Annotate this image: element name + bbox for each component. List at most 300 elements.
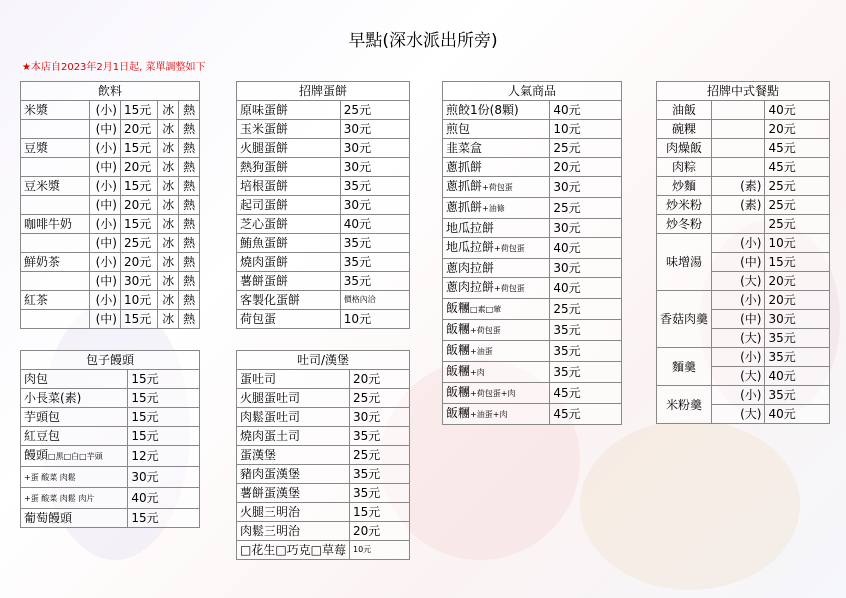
chinese-price: 40元 bbox=[765, 101, 830, 120]
drink-name bbox=[21, 272, 90, 291]
popular-table bbox=[442, 81, 622, 425]
pancake-name-cell bbox=[237, 291, 341, 310]
chinese-size: (大) bbox=[712, 272, 765, 291]
popular-row bbox=[443, 404, 622, 425]
bun-row bbox=[21, 467, 200, 488]
bun-price: 15元 bbox=[128, 370, 200, 389]
popular-name-cell bbox=[443, 383, 550, 404]
drink-size: (中) bbox=[90, 120, 121, 139]
toast-price: 35元 bbox=[350, 465, 410, 484]
pancake-price: 35元 bbox=[340, 177, 409, 196]
drink-row bbox=[21, 196, 200, 215]
popular-addon: +油蛋+肉 bbox=[470, 410, 508, 419]
pancake-name-cell bbox=[237, 120, 341, 139]
chinese-price: 20元 bbox=[765, 291, 830, 310]
pancake-name: 火腿蛋餅 bbox=[240, 141, 289, 155]
toast-row bbox=[237, 541, 410, 560]
drink-size: (小) bbox=[90, 253, 121, 272]
popular-name-cell bbox=[443, 278, 550, 299]
drink-name bbox=[21, 310, 90, 329]
popular-name-cell bbox=[443, 404, 550, 425]
drink-name bbox=[21, 158, 90, 177]
toast-price: 20元 bbox=[350, 370, 410, 389]
chinese-price: 25元 bbox=[765, 196, 830, 215]
toast-name: 蛋漢堡 bbox=[240, 448, 277, 462]
pancake-name: 薯餅蛋餅 bbox=[240, 274, 289, 288]
popular-row bbox=[443, 299, 622, 320]
decor-circle bbox=[580, 420, 800, 590]
pancake-price: 35元 bbox=[340, 234, 409, 253]
popular-row bbox=[443, 198, 622, 219]
pancake-name: 原味蛋餅 bbox=[240, 103, 289, 117]
popular-name: 飯糰 bbox=[446, 406, 471, 420]
pancake-price: 35元 bbox=[340, 272, 409, 291]
toast-price: 20元 bbox=[350, 522, 410, 541]
pancake-row bbox=[237, 215, 410, 234]
popular-price: 30元 bbox=[550, 177, 622, 198]
drink-row bbox=[21, 158, 200, 177]
drink-row bbox=[21, 234, 200, 253]
popular-addon: □素□葷 bbox=[470, 305, 502, 314]
popular-name-cell bbox=[443, 219, 550, 238]
toast-row bbox=[237, 465, 410, 484]
chinese-size: (小) bbox=[712, 348, 765, 367]
toast-name-cell bbox=[237, 503, 350, 522]
drink-hot: 熱 bbox=[179, 291, 200, 310]
popular-row bbox=[443, 139, 622, 158]
popular-name-cell bbox=[443, 177, 550, 198]
pancake-row bbox=[237, 120, 410, 139]
bun-price: 15元 bbox=[128, 427, 200, 446]
chinese-price: 40元 bbox=[765, 367, 830, 386]
chinese-size: (小) bbox=[712, 386, 765, 405]
toast-name: 蛋吐司 bbox=[240, 372, 277, 386]
pancake-price: 30元 bbox=[340, 158, 409, 177]
toast-price: 15元 bbox=[350, 503, 410, 522]
chinese-name: 炒麵 bbox=[657, 177, 712, 196]
drink-size: (中) bbox=[90, 158, 121, 177]
drink-row bbox=[21, 101, 200, 120]
pancake-row bbox=[237, 234, 410, 253]
chinese-price: 25元 bbox=[765, 215, 830, 234]
chinese-name: 麵羹 bbox=[657, 348, 712, 386]
toast-row bbox=[237, 522, 410, 541]
toast-name: 薯餅蛋漢堡 bbox=[240, 486, 301, 500]
popular-addon: +荷包蛋 bbox=[470, 326, 501, 335]
popular-name-cell bbox=[443, 299, 550, 320]
drink-size: (小) bbox=[90, 177, 121, 196]
pancake-row bbox=[237, 253, 410, 272]
drink-name: 豆漿 bbox=[21, 139, 90, 158]
bun-row bbox=[21, 446, 200, 467]
bun-addon: +蛋 酸菜 肉鬆 bbox=[24, 473, 76, 482]
chinese-tag bbox=[712, 158, 765, 177]
drink-name bbox=[21, 196, 90, 215]
chinese-name: 炒米粉 bbox=[657, 196, 712, 215]
toast-price: 10元 bbox=[350, 541, 410, 560]
drink-hot: 熱 bbox=[179, 272, 200, 291]
drink-ice: 冰 bbox=[158, 215, 179, 234]
toast-name: 豬肉蛋漢堡 bbox=[240, 467, 301, 481]
drink-row bbox=[21, 291, 200, 310]
drink-price: 20元 bbox=[120, 158, 157, 177]
chinese-row bbox=[657, 196, 830, 215]
popular-price: 40元 bbox=[550, 238, 622, 259]
popular-price: 30元 bbox=[550, 219, 622, 238]
bun-price: 40元 bbox=[128, 488, 200, 509]
drink-hot: 熱 bbox=[179, 253, 200, 272]
pancake-price: 35元 bbox=[340, 253, 409, 272]
pancake-price: 30元 bbox=[340, 120, 409, 139]
chinese-row bbox=[657, 215, 830, 234]
drinks-table bbox=[20, 81, 200, 329]
drink-name: 鮮奶茶 bbox=[21, 253, 90, 272]
popular-row bbox=[443, 158, 622, 177]
pancakes-header: 招牌蛋餅 bbox=[237, 82, 410, 101]
toast-name: 火腿三明治 bbox=[240, 505, 301, 519]
drink-ice: 冰 bbox=[158, 139, 179, 158]
pancake-name-cell bbox=[237, 215, 341, 234]
chinese-price: 25元 bbox=[765, 177, 830, 196]
drink-price: 15元 bbox=[120, 177, 157, 196]
popular-name-cell bbox=[443, 362, 550, 383]
toast-price: 25元 bbox=[350, 446, 410, 465]
popular-price: 35元 bbox=[550, 362, 622, 383]
bun-row bbox=[21, 370, 200, 389]
chinese-price: 35元 bbox=[765, 348, 830, 367]
toast-name-cell bbox=[237, 522, 350, 541]
popular-name: 地瓜拉餅 bbox=[446, 240, 495, 254]
pancake-name: 熱狗蛋餅 bbox=[240, 160, 289, 174]
bun-addon: +蛋 酸菜 肉鬆 肉片 bbox=[24, 494, 95, 503]
chinese-row bbox=[657, 158, 830, 177]
popular-name-cell bbox=[443, 158, 550, 177]
drink-ice: 冰 bbox=[158, 101, 179, 120]
bun-name-cell bbox=[21, 488, 128, 509]
drink-size: (小) bbox=[90, 215, 121, 234]
chinese-price: 20元 bbox=[765, 272, 830, 291]
chinese-size: (中) bbox=[712, 253, 765, 272]
popular-name: 煎包 bbox=[446, 122, 471, 136]
popular-name-cell bbox=[443, 198, 550, 219]
toast-header: 吐司/漢堡 bbox=[237, 351, 410, 370]
drink-ice: 冰 bbox=[158, 120, 179, 139]
toast-name-cell bbox=[237, 389, 350, 408]
chinese-size: (小) bbox=[712, 291, 765, 310]
popular-name-cell bbox=[443, 341, 550, 362]
chinese-header: 招牌中式餐點 bbox=[657, 82, 830, 101]
chinese-price: 20元 bbox=[765, 120, 830, 139]
chinese-row bbox=[657, 139, 830, 158]
chinese-tag: (素) bbox=[712, 177, 765, 196]
popular-row bbox=[443, 259, 622, 278]
pancake-name-cell bbox=[237, 310, 341, 329]
popular-addon: +肉 bbox=[470, 368, 485, 377]
chinese-size: (中) bbox=[712, 310, 765, 329]
chinese-name: 炒冬粉 bbox=[657, 215, 712, 234]
buns-header: 包子饅頭 bbox=[21, 351, 200, 370]
pancake-name: 芝心蛋餅 bbox=[240, 217, 289, 231]
drink-row bbox=[21, 177, 200, 196]
toast-row bbox=[237, 389, 410, 408]
popular-price: 25元 bbox=[550, 198, 622, 219]
pancake-name: 鮪魚蛋餅 bbox=[240, 236, 289, 250]
popular-name: 蔥抓餅 bbox=[446, 160, 483, 174]
drink-name: 紅茶 bbox=[21, 291, 90, 310]
pancake-name: 荷包蛋 bbox=[240, 312, 277, 326]
popular-addon: +荷包蛋 bbox=[494, 284, 525, 293]
pancake-name: 客製化蛋餅 bbox=[240, 293, 301, 307]
popular-row bbox=[443, 219, 622, 238]
chinese-row bbox=[657, 234, 830, 253]
pancake-name-cell bbox=[237, 101, 341, 120]
popular-price: 20元 bbox=[550, 158, 622, 177]
chinese-row bbox=[657, 177, 830, 196]
toast-name: 燒肉蛋土司 bbox=[240, 429, 301, 443]
toast-row bbox=[237, 427, 410, 446]
chinese-row bbox=[657, 348, 830, 367]
toast-name: 火腿蛋吐司 bbox=[240, 391, 301, 405]
drink-price: 20元 bbox=[120, 253, 157, 272]
bun-price: 15元 bbox=[128, 509, 200, 528]
bun-row bbox=[21, 509, 200, 528]
drink-row bbox=[21, 139, 200, 158]
notice-text: ★本店自2023年2月1日起, 菜單調整如下 bbox=[22, 62, 206, 73]
drink-row bbox=[21, 310, 200, 329]
drink-hot: 熱 bbox=[179, 158, 200, 177]
pancake-name-cell bbox=[237, 177, 341, 196]
toast-row bbox=[237, 503, 410, 522]
pancake-name-cell bbox=[237, 234, 341, 253]
popular-price: 40元 bbox=[550, 101, 622, 120]
drink-row bbox=[21, 215, 200, 234]
drink-hot: 熱 bbox=[179, 310, 200, 329]
drink-row bbox=[21, 272, 200, 291]
popular-name: 飯糰 bbox=[446, 343, 471, 357]
drink-price: 25元 bbox=[120, 234, 157, 253]
toast-name-cell bbox=[237, 427, 350, 446]
drink-price: 15元 bbox=[120, 215, 157, 234]
popular-row bbox=[443, 101, 622, 120]
popular-name: 煎餃1份(8顆) bbox=[446, 103, 519, 117]
bun-name-cell bbox=[21, 389, 128, 408]
pancake-row bbox=[237, 139, 410, 158]
popular-row bbox=[443, 362, 622, 383]
drink-name bbox=[21, 234, 90, 253]
drink-hot: 熱 bbox=[179, 234, 200, 253]
drinks-header: 飲料 bbox=[21, 82, 200, 101]
drink-size: (中) bbox=[90, 272, 121, 291]
chinese-tag bbox=[712, 120, 765, 139]
chinese-size: (小) bbox=[712, 234, 765, 253]
toast-name-cell bbox=[237, 484, 350, 503]
bun-name: 芋頭包 bbox=[24, 410, 61, 424]
popular-row bbox=[443, 238, 622, 259]
chinese-size: (大) bbox=[712, 405, 765, 424]
drink-ice: 冰 bbox=[158, 196, 179, 215]
toast-price: 35元 bbox=[350, 484, 410, 503]
chinese-tag bbox=[712, 215, 765, 234]
popular-name: 飯糰 bbox=[446, 385, 471, 399]
toast-name-cell bbox=[237, 541, 350, 560]
popular-price: 35元 bbox=[550, 320, 622, 341]
drink-size: (中) bbox=[90, 234, 121, 253]
chinese-name: 碗粿 bbox=[657, 120, 712, 139]
chinese-name: 油飯 bbox=[657, 101, 712, 120]
bun-name-cell bbox=[21, 370, 128, 389]
popular-row bbox=[443, 320, 622, 341]
drink-hot: 熱 bbox=[179, 215, 200, 234]
drink-ice: 冰 bbox=[158, 291, 179, 310]
bun-name-cell bbox=[21, 446, 128, 467]
drink-size: (中) bbox=[90, 310, 121, 329]
bun-price: 30元 bbox=[128, 467, 200, 488]
bun-row bbox=[21, 408, 200, 427]
drink-hot: 熱 bbox=[179, 120, 200, 139]
drink-row bbox=[21, 120, 200, 139]
popular-price: 25元 bbox=[550, 139, 622, 158]
bun-row bbox=[21, 488, 200, 509]
drink-size: (小) bbox=[90, 101, 121, 120]
popular-price: 10元 bbox=[550, 120, 622, 139]
popular-name: 飯糰 bbox=[446, 364, 471, 378]
drink-size: (小) bbox=[90, 291, 121, 310]
bun-price: 12元 bbox=[128, 446, 200, 467]
chinese-tag: (素) bbox=[712, 196, 765, 215]
bun-row bbox=[21, 389, 200, 408]
toast-name-cell bbox=[237, 446, 350, 465]
popular-addon: +荷包蛋 bbox=[482, 183, 513, 192]
toast-table bbox=[236, 350, 410, 560]
chinese-price: 45元 bbox=[765, 158, 830, 177]
popular-name-cell bbox=[443, 139, 550, 158]
bun-name-cell bbox=[21, 467, 128, 488]
popular-name-cell bbox=[443, 120, 550, 139]
bun-addon: □黑□白□芋頭 bbox=[48, 452, 103, 461]
popular-price: 25元 bbox=[550, 299, 622, 320]
drink-hot: 熱 bbox=[179, 101, 200, 120]
chinese-price: 15元 bbox=[765, 253, 830, 272]
chinese-name: 肉燥飯 bbox=[657, 139, 712, 158]
popular-price: 30元 bbox=[550, 259, 622, 278]
popular-price: 35元 bbox=[550, 341, 622, 362]
toast-price: 30元 bbox=[350, 408, 410, 427]
popular-name-cell bbox=[443, 101, 550, 120]
pancake-name: 培根蛋餅 bbox=[240, 179, 289, 193]
drink-size: (中) bbox=[90, 196, 121, 215]
pancake-name: 起司蛋餅 bbox=[240, 198, 289, 212]
toast-price: 25元 bbox=[350, 389, 410, 408]
popular-addon: +油蛋 bbox=[470, 347, 493, 356]
pancake-price: 25元 bbox=[340, 101, 409, 120]
drink-price: 30元 bbox=[120, 272, 157, 291]
pancake-name-cell bbox=[237, 196, 341, 215]
popular-row bbox=[443, 120, 622, 139]
chinese-row bbox=[657, 101, 830, 120]
drink-hot: 熱 bbox=[179, 177, 200, 196]
pancake-price: 價格內洽 bbox=[340, 291, 409, 310]
pancake-name-cell bbox=[237, 139, 341, 158]
popular-name: 地瓜拉餅 bbox=[446, 221, 495, 235]
popular-name-cell bbox=[443, 320, 550, 341]
popular-name-cell bbox=[443, 259, 550, 278]
pancake-row bbox=[237, 196, 410, 215]
toast-name: □花生□巧克□草莓 bbox=[240, 543, 347, 557]
toast-name-cell bbox=[237, 408, 350, 427]
popular-name: 蔥肉拉餅 bbox=[446, 280, 495, 294]
pancake-row bbox=[237, 158, 410, 177]
chinese-price: 10元 bbox=[765, 234, 830, 253]
chinese-name: 肉粽 bbox=[657, 158, 712, 177]
drink-hot: 熱 bbox=[179, 196, 200, 215]
popular-name: 蔥抓餅 bbox=[446, 200, 483, 214]
pancake-name-cell bbox=[237, 272, 341, 291]
chinese-tag bbox=[712, 139, 765, 158]
pancake-row bbox=[237, 272, 410, 291]
pancake-name: 玉米蛋餅 bbox=[240, 122, 289, 136]
popular-name: 蔥肉拉餅 bbox=[446, 261, 495, 275]
toast-name: 肉鬆三明治 bbox=[240, 524, 301, 538]
chinese-row bbox=[657, 291, 830, 310]
chinese-name: 米粉羹 bbox=[657, 386, 712, 424]
bun-name-cell bbox=[21, 509, 128, 528]
drink-name bbox=[21, 120, 90, 139]
pancake-name-cell bbox=[237, 158, 341, 177]
popular-price: 45元 bbox=[550, 404, 622, 425]
chinese-price: 35元 bbox=[765, 386, 830, 405]
toast-price: 35元 bbox=[350, 427, 410, 446]
drink-price: 15元 bbox=[120, 139, 157, 158]
bun-price: 15元 bbox=[128, 389, 200, 408]
bun-name-cell bbox=[21, 408, 128, 427]
pancake-price: 30元 bbox=[340, 196, 409, 215]
bun-name: 葡萄饅頭 bbox=[24, 511, 73, 525]
drink-size: (小) bbox=[90, 139, 121, 158]
popular-name-cell bbox=[443, 238, 550, 259]
pancakes-table bbox=[236, 81, 410, 329]
popular-row bbox=[443, 341, 622, 362]
drink-hot: 熱 bbox=[179, 139, 200, 158]
pancake-price: 30元 bbox=[340, 139, 409, 158]
drink-price: 20元 bbox=[120, 196, 157, 215]
chinese-price: 45元 bbox=[765, 139, 830, 158]
drink-ice: 冰 bbox=[158, 272, 179, 291]
chinese-tag bbox=[712, 101, 765, 120]
chinese-size: (大) bbox=[712, 367, 765, 386]
popular-row bbox=[443, 278, 622, 299]
popular-name: 飯糰 bbox=[446, 322, 471, 336]
bun-name-cell bbox=[21, 427, 128, 446]
drink-name: 咖啡牛奶 bbox=[21, 215, 90, 234]
drink-price: 10元 bbox=[120, 291, 157, 310]
popular-price: 40元 bbox=[550, 278, 622, 299]
drink-ice: 冰 bbox=[158, 310, 179, 329]
pancake-name: 燒肉蛋餅 bbox=[240, 255, 289, 269]
toast-name-cell bbox=[237, 370, 350, 389]
chinese-price: 40元 bbox=[765, 405, 830, 424]
drink-price: 15元 bbox=[120, 310, 157, 329]
drink-name: 米漿 bbox=[21, 101, 90, 120]
popular-row bbox=[443, 177, 622, 198]
toast-row bbox=[237, 484, 410, 503]
toast-row bbox=[237, 446, 410, 465]
bun-name: 小長菜(素) bbox=[24, 391, 82, 405]
bun-name: 肉包 bbox=[24, 372, 49, 386]
pancake-row bbox=[237, 101, 410, 120]
chinese-table bbox=[656, 81, 830, 424]
pancake-row bbox=[237, 310, 410, 329]
bun-name: 饅頭 bbox=[24, 448, 49, 462]
